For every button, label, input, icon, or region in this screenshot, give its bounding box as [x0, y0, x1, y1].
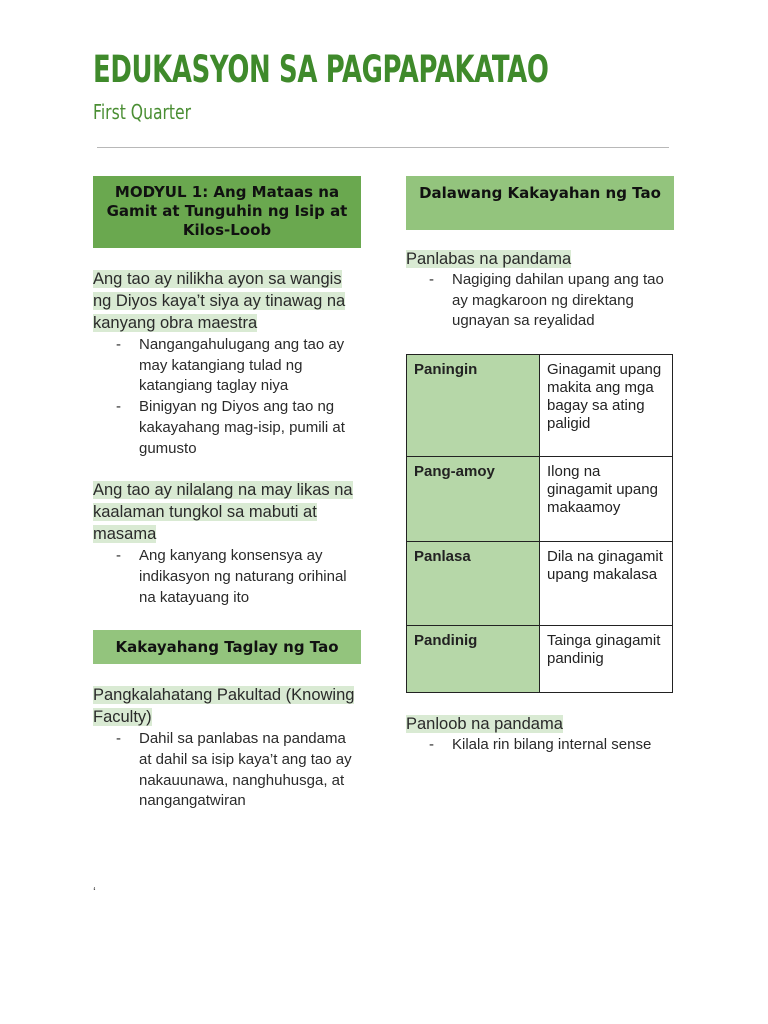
document-subtitle: First Quarter — [93, 100, 192, 124]
left-column — [93, 176, 361, 812]
section-heading-knowing-faculty — [93, 684, 361, 728]
section-heading-text: Panlabas na pandama — [406, 250, 572, 268]
list-item: - Binigyan ng Diyos ang tao ng kakayahang mag-isip, pumili at gumusto — [139, 397, 361, 459]
table-row — [407, 542, 673, 626]
sense-description: Dila na ginagamit upang makalasa — [540, 542, 673, 626]
section-heading-text: Ang tao ay nilikha ayon sa wangis ng Diyos kaya’t siya ay tinawag na kanyang obra maestra — [93, 270, 346, 332]
bullet-list-internal-senses — [406, 735, 674, 756]
right-column — [406, 176, 674, 756]
two-abilities-box: Dalawang Kakayahan ng Tao — [406, 176, 674, 230]
section-heading-conscience — [93, 479, 361, 545]
section-heading-external-senses — [406, 248, 674, 270]
module-title-box: MODYUL 1: Ang Mataas na Gamit at Tunguhin ng Isip at Kilos-Loob — [93, 176, 361, 248]
sense-name: Pang-amoy — [407, 457, 540, 542]
bullet-list-knowing-faculty — [93, 729, 361, 812]
header-divider — [97, 147, 669, 148]
list-item: - Ang kanyang konsensya ay indikasyon ng naturang orihinal na katayuang ito — [139, 546, 361, 608]
bullet-list-creation — [93, 335, 361, 459]
section-heading-internal-senses — [406, 713, 674, 735]
senses-table — [406, 354, 673, 693]
list-item: - Dahil sa panlabas na pandama at dahil sa isip kaya’t ang tao ay nakauunawa, nanghuhusga, at nangangatwiran — [139, 729, 361, 812]
bullet-list-conscience — [93, 546, 361, 608]
sense-description: Ilong na ginagamit upang makaamoy — [540, 457, 673, 542]
section-heading-creation — [93, 268, 361, 334]
list-item: - Kilala rin bilang internal sense — [452, 735, 674, 756]
list-item: - Nangangahulugang ang tao ay may katangiang tulad ng katangiang taglay niya — [139, 335, 361, 397]
sense-name: Pandinig — [407, 626, 540, 693]
stray-mark: ‘ — [93, 884, 96, 899]
sense-name: Paningin — [407, 355, 540, 457]
table-row — [407, 355, 673, 457]
ability-title-box: Kakayahang Taglay ng Tao — [93, 630, 361, 664]
sense-name: Panlasa — [407, 542, 540, 626]
bullet-list-external-senses — [406, 270, 674, 332]
list-item: - Nagiging dahilan upang ang tao ay magkaroon ng direktang ugnayan sa reyalidad — [452, 270, 674, 332]
section-heading-text: Ang tao ay nilalang na may likas na kaalaman tungkol sa mabuti at masama — [93, 481, 353, 544]
table-row — [407, 457, 673, 542]
section-heading-text: Pangkalahatang Pakultad (Knowing Faculty) — [93, 686, 355, 727]
sense-description: Ginagamit upang makita ang mga bagay sa ating paligid — [540, 355, 673, 457]
section-heading-text: Panloob na pandama — [406, 715, 563, 734]
sense-description: Tainga ginagamit pandinig — [540, 626, 673, 693]
table-row — [407, 626, 673, 693]
document-title: EDUKASYON SA PAGPAPAKATAO — [93, 48, 549, 91]
